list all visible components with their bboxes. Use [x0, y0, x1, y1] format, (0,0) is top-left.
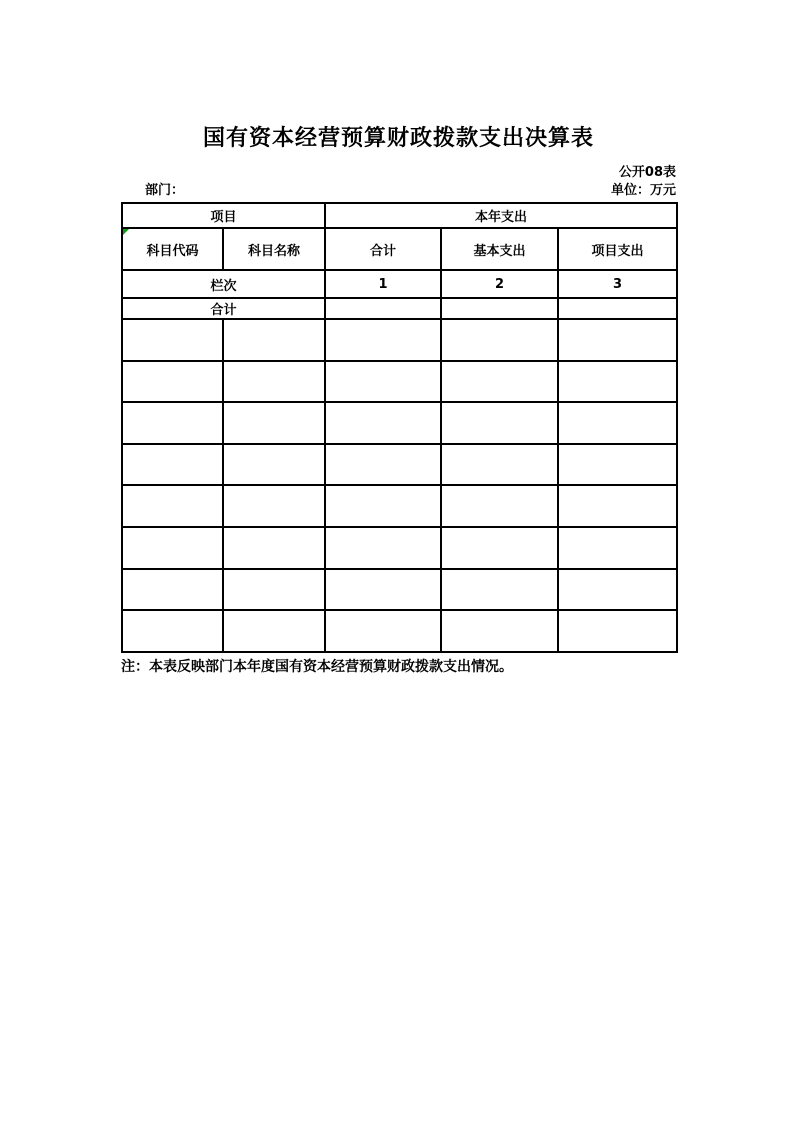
- page-title: 国有资本经营预算财政拨款支出决算表: [202, 126, 594, 151]
- empty-cell: [558, 402, 677, 444]
- table-row: [122, 361, 677, 403]
- empty-cell: [223, 444, 325, 486]
- total-row-value: [325, 298, 441, 319]
- meta-row: [121, 179, 676, 198]
- empty-cell: [441, 444, 558, 486]
- empty-cell: [441, 319, 558, 361]
- empty-cell: [558, 319, 677, 361]
- header-subject-name: 科目名称: [223, 228, 325, 270]
- empty-cell: [122, 569, 223, 611]
- table-row: [122, 444, 677, 486]
- empty-cell: [223, 319, 325, 361]
- empty-cell: [223, 569, 325, 611]
- table-body-empty-rows: [122, 319, 677, 652]
- empty-cell: [441, 361, 558, 403]
- empty-cell: [558, 485, 677, 527]
- empty-cell: [122, 527, 223, 569]
- column-index-1: 1: [325, 270, 441, 298]
- total-row-value: [441, 298, 558, 319]
- table-row: [122, 610, 677, 652]
- empty-cell: [122, 610, 223, 652]
- table-row-column-headers: [122, 228, 677, 270]
- cell-error-triangle-icon: [123, 229, 129, 235]
- empty-cell: [223, 361, 325, 403]
- column-index-2: 2: [441, 270, 558, 298]
- empty-cell: [223, 610, 325, 652]
- empty-cell: [325, 319, 441, 361]
- table-reference-label: 公开08表: [618, 165, 676, 180]
- empty-cell: [122, 444, 223, 486]
- empty-cell: [558, 444, 677, 486]
- table-row: [122, 569, 677, 611]
- unit-label: 单位：万元: [610, 183, 676, 198]
- table-row: [122, 527, 677, 569]
- empty-cell: [325, 361, 441, 403]
- empty-cell: [558, 610, 677, 652]
- empty-cell: [325, 569, 441, 611]
- total-row-value: [558, 298, 677, 319]
- expenditure-table: [121, 202, 678, 653]
- column-index-label: 栏次: [122, 270, 325, 298]
- empty-cell: [441, 527, 558, 569]
- empty-cell: [325, 402, 441, 444]
- total-row-label: 合计: [122, 298, 325, 319]
- empty-cell: [441, 610, 558, 652]
- empty-cell: [558, 569, 677, 611]
- table-row-group-header: [122, 203, 677, 228]
- header-project-expenditure: 项目支出: [558, 228, 677, 270]
- header-total: 合计: [325, 228, 441, 270]
- table-row-total: [122, 298, 677, 319]
- empty-cell: [441, 402, 558, 444]
- empty-cell: [223, 402, 325, 444]
- empty-cell: [122, 361, 223, 403]
- table-row-column-index: [122, 270, 677, 298]
- footnote: 注：本表反映部门本年度国有资本经营预算财政拨款支出情况。: [121, 659, 513, 675]
- table-row: [122, 319, 677, 361]
- empty-cell: [441, 569, 558, 611]
- empty-cell: [325, 527, 441, 569]
- empty-cell: [122, 485, 223, 527]
- empty-cell: [122, 319, 223, 361]
- header-basic-expenditure: 基本支出: [441, 228, 558, 270]
- empty-cell: [223, 527, 325, 569]
- department-label: 部门：: [145, 183, 185, 198]
- empty-cell: [558, 361, 677, 403]
- empty-cell: [325, 444, 441, 486]
- table-row: [122, 402, 677, 444]
- table-row: [122, 485, 677, 527]
- header-subject-code-label: 科目代码: [146, 243, 199, 259]
- column-index-3: 3: [558, 270, 677, 298]
- empty-cell: [558, 527, 677, 569]
- empty-cell: [325, 610, 441, 652]
- empty-cell: [325, 485, 441, 527]
- empty-cell: [122, 402, 223, 444]
- header-year-expenditure-group: 本年支出: [325, 203, 677, 228]
- empty-cell: [441, 485, 558, 527]
- empty-cell: [223, 485, 325, 527]
- header-subject-code: [122, 228, 223, 270]
- header-item-group: 项目: [122, 203, 325, 228]
